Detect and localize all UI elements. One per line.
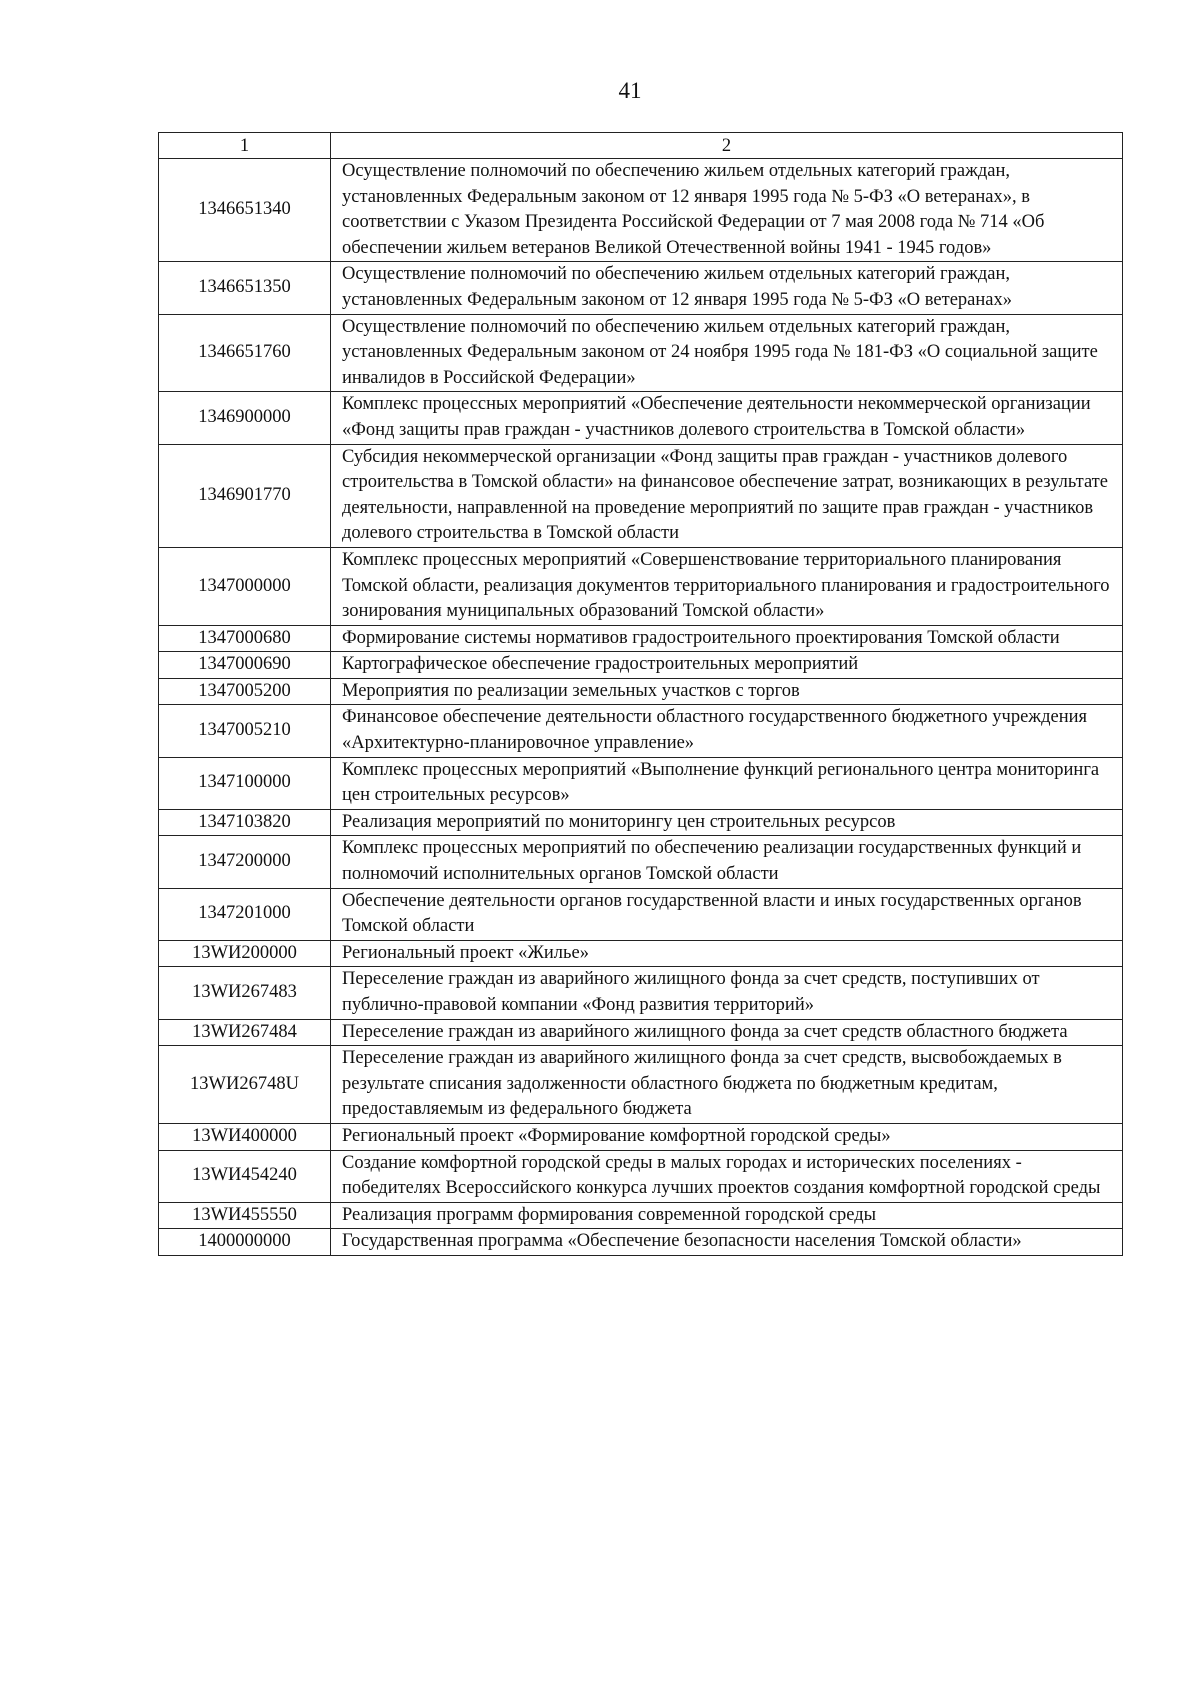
row-description: Мероприятия по реализации земельных участков с торгов	[331, 678, 1123, 705]
row-description: Осуществление полномочий по обеспечению жильем отдельных категорий граждан, установленных Федеральным законом от 12 января 1995 года № 5-ФЗ «О ветеранах»	[331, 262, 1123, 314]
table-row	[159, 967, 1123, 1019]
row-description: Переселение граждан из аварийного жилищного фонда за счет средств областного бюджета	[331, 1019, 1123, 1046]
table-row	[159, 836, 1123, 888]
row-description: Переселение граждан из аварийного жилищного фонда за счет средств, высвобождаемых в результате списания задолженности областного бюджета по бюджетным кредитам, предоставляемым из федерального бюджета	[331, 1046, 1123, 1124]
row-code: 1346900000	[159, 392, 331, 444]
row-description: Финансовое обеспечение деятельности областного государственного бюджетного учреждения «Архитектурно-планировочное управление»	[331, 705, 1123, 757]
table-row	[159, 809, 1123, 836]
column-header-description: 2	[331, 133, 1123, 159]
table-row	[159, 444, 1123, 547]
row-code: 1346901770	[159, 444, 331, 547]
row-description: Региональный проект «Жилье»	[331, 940, 1123, 967]
row-code: 1346651350	[159, 262, 331, 314]
row-code: 13WИ454240	[159, 1150, 331, 1202]
column-header-code: 1	[159, 133, 331, 159]
row-description: Переселение граждан из аварийного жилищного фонда за счет средств, поступивших от публично-правовой компании «Фонд развития территорий»	[331, 967, 1123, 1019]
row-description: Реализация программ формирования современной городской среды	[331, 1202, 1123, 1229]
table-row	[159, 547, 1123, 625]
row-code: 1346651760	[159, 314, 331, 392]
row-description: Обеспечение деятельности органов государственной власти и иных государственных органов Томской области	[331, 888, 1123, 940]
table-row	[159, 652, 1123, 679]
table-row	[159, 1229, 1123, 1256]
row-description: Осуществление полномочий по обеспечению жильем отдельных категорий граждан, установленных Федеральным законом от 24 ноября 1995 года № 181-ФЗ «О социальной защите инвалидов в Российской Федерации»	[331, 314, 1123, 392]
table-header-row	[159, 133, 1123, 159]
table-row	[159, 678, 1123, 705]
budget-classification-table	[158, 132, 1123, 1256]
table-row	[159, 314, 1123, 392]
row-code: 1346651340	[159, 159, 331, 262]
row-code: 1347103820	[159, 809, 331, 836]
row-description: Государственная программа «Обеспечение безопасности населения Томской области»	[331, 1229, 1123, 1256]
table-row	[159, 392, 1123, 444]
row-description: Создание комфортной городской среды в малых городах и исторических поселениях - победителях Всероссийского конкурса лучших проектов создания комфортной городской среды	[331, 1150, 1123, 1202]
row-description: Комплекс процессных мероприятий по обеспечению реализации государственных функций и полномочий исполнительных органов Томской области	[331, 836, 1123, 888]
row-code: 1347000690	[159, 652, 331, 679]
row-code: 1347100000	[159, 757, 331, 809]
table-row	[159, 940, 1123, 967]
row-description: Картографическое обеспечение градостроительных мероприятий	[331, 652, 1123, 679]
table-row	[159, 262, 1123, 314]
row-code: 1347201000	[159, 888, 331, 940]
table-row	[159, 757, 1123, 809]
row-code: 13WИ455550	[159, 1202, 331, 1229]
row-description: Комплекс процессных мероприятий «Обеспечение деятельности некоммерческой организации «Фонд защиты прав граждан - участников долевого строительства в Томской области»	[331, 392, 1123, 444]
row-code: 13WИ267484	[159, 1019, 331, 1046]
row-code: 1347000680	[159, 625, 331, 652]
row-code: 1347005210	[159, 705, 331, 757]
table-row	[159, 1202, 1123, 1229]
table-row	[159, 1150, 1123, 1202]
table-row	[159, 1046, 1123, 1124]
row-code: 1347005200	[159, 678, 331, 705]
table-row	[159, 1019, 1123, 1046]
row-description: Реализация мероприятий по мониторингу цен строительных ресурсов	[331, 809, 1123, 836]
row-description: Осуществление полномочий по обеспечению жильем отдельных категорий граждан, установленных Федеральным законом от 12 января 1995 года № 5-ФЗ «О ветеранах», в соответствии с Указом Президента Российской Федерации от 7 мая 2008 года № 714 «Об обеспечении жильем ветеранов Великой Отечественной войны 1941 - 1945 годов»	[331, 159, 1123, 262]
row-code: 13WИ267483	[159, 967, 331, 1019]
row-description: Комплекс процессных мероприятий «Совершенствование территориального планирования Томской области, реализация документов территориального планирования и градостроительного зонирования муниципальных образований Томской области»	[331, 547, 1123, 625]
table-row	[159, 888, 1123, 940]
row-description: Комплекс процессных мероприятий «Выполнение функций регионального центра мониторинга цен строительных ресурсов»	[331, 757, 1123, 809]
table-row	[159, 159, 1123, 262]
row-description: Субсидия некоммерческой организации «Фонд защиты прав граждан - участников долевого строительства в Томской области» на финансовое обеспечение затрат, возникающих в результате деятельности, направленной на проведение мероприятий по защите прав граждан - участников долевого строительства в Томской области	[331, 444, 1123, 547]
row-code: 1400000000	[159, 1229, 331, 1256]
table-row	[159, 1123, 1123, 1150]
row-code: 1347000000	[159, 547, 331, 625]
table-row	[159, 625, 1123, 652]
row-code: 13WИ400000	[159, 1123, 331, 1150]
row-code: 1347200000	[159, 836, 331, 888]
row-description: Региональный проект «Формирование комфортной городской среды»	[331, 1123, 1123, 1150]
table-row	[159, 705, 1123, 757]
row-code: 13WИ26748U	[159, 1046, 331, 1124]
table-body	[159, 159, 1123, 1256]
row-description: Формирование системы нормативов градостроительного проектирования Томской области	[331, 625, 1123, 652]
row-code: 13WИ200000	[159, 940, 331, 967]
page-number: 41	[618, 78, 642, 103]
